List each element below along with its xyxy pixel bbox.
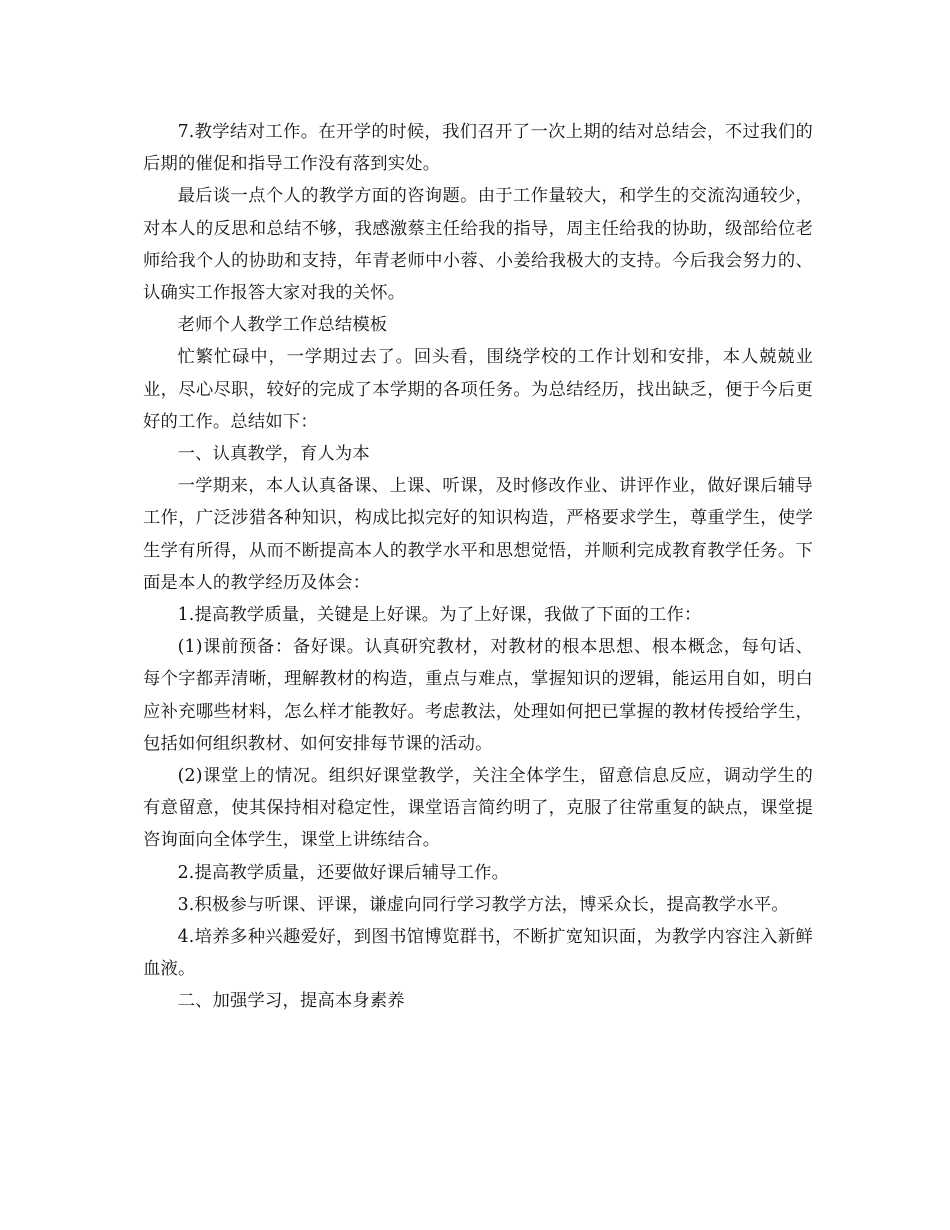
list-item-2: 2.提高教学质量，还要做好课后辅导工作。 [177, 862, 510, 883]
sub-item-classroom: (2)课堂上的情况。组织好课堂教学，关注全体学生，留意信息反应，调动学生的有意留意，使其保持相对稳定性，课堂语言简约明了，克服了往常重复的缺点，课堂提咨询面向全体学生，课堂上讲练结合。 [143, 766, 813, 851]
paragraph-teaching-overview: 一学期来，本人认真备课、上课、听课，及时修改作业、讲评作业，做好课后辅导工作，广泛涉猎各种知识，构成比拟完好的知识构造，严格要求学生，尊重学生，使学生学有所得，从而不断提高本人的教学水平和思想觉悟，并顺利完成教育教学任务。下面是本人的教学经历及体会： [143, 476, 813, 593]
heading-section-2: 二、加强学习，提高本身素养 [177, 991, 405, 1012]
list-item-4: 4.培养多种兴趣爱好，到图书馆博览群书，不断扩宽知识面，为教学内容注入新鲜血液。 [143, 927, 813, 980]
section-title: 老师个人教学工作总结模板 [177, 315, 388, 336]
paragraph-personal-issues: 最后谈一点个人的教学方面的咨询题。由于工作量较大，和学生的交流沟通较少，对本人的反思和总结不够，我感激蔡主任给我的指导，周主任给我的协助，级部给位老师给我个人的协助和支持，年青老师中小蓉、小姜给我极大的支持。今后我会努力的、认确实工作报答大家对我的关怀。 [143, 186, 813, 304]
sub-item-lesson-prep: (1)课前预备：备好课。认真研究教材，对教材的根本思想、根本概念，每句话、每个字都弄清晰，理解教材的构造，重点与难点，掌握知识的逻辑，能运用自如，明白应补充哪些材料，怎么样才能教好。考虑教法，处理如何把已掌握的教材传授给学生，包括如何组织教材、如何安排每节课的活动。 [143, 637, 813, 754]
list-item-1: 1.提高教学质量，关键是上好课。为了上好课，我做了下面的工作： [177, 605, 702, 626]
document-body [143, 116, 813, 1018]
heading-section-1: 一、认真教学，育人为本 [177, 444, 370, 465]
paragraph-intro: 忙繁忙碌中，一学期过去了。回头看，围绕学校的工作计划和安排，本人兢兢业业，尽心尽职，较好的完成了本学期的各项任务。为总结经历，找出缺乏，便于今后更好的工作。总结如下： [143, 347, 813, 432]
list-item-3: 3.积极参与听课、评课，谦虚向同行学习教学方法，博采众长，提高教学水平。 [177, 894, 789, 915]
paragraph-pairing-work: 7.教学结对工作。在开学的时候，我们召开了一次上期的结对总结会，不过我们的后期的催促和指导工作没有落到实处。 [143, 122, 813, 175]
